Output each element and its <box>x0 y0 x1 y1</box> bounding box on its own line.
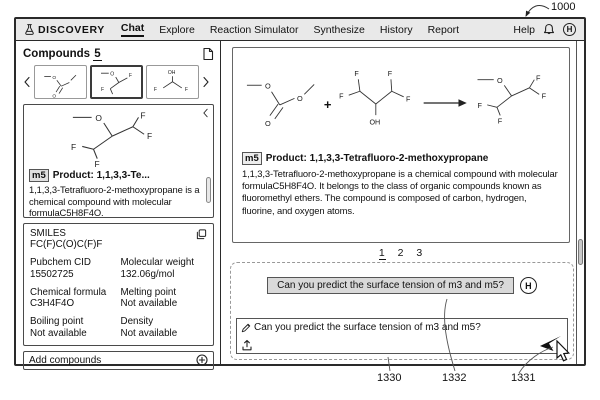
result-description: 1,1,3,3-Tetrafluoro-2-methoxypropane is a chemical compound with molecular formulaC5H8F4O. It belongs to the class of organic compounds known as fluoromethyl ethers. The compound is composed of carbon, hydrogen, fluorine, and oxygen atoms. <box>242 168 558 216</box>
card-collapse-button[interactable] <box>202 108 209 118</box>
svg-text:F: F <box>140 110 146 121</box>
svg-text:O: O <box>496 75 503 85</box>
upload-button[interactable] <box>241 339 253 351</box>
svg-text:F: F <box>184 86 188 93</box>
new-document-icon[interactable] <box>202 47 214 61</box>
send-button[interactable] <box>539 333 563 352</box>
brand-label: DISCOVERY <box>38 23 105 36</box>
app-brand <box>24 23 105 36</box>
svg-text:O: O <box>110 71 115 78</box>
svg-text:F: F <box>101 86 105 93</box>
menu-item-chat[interactable]: Chat <box>121 22 144 37</box>
property-pubchem-cid: Pubchem CID 15502725 <box>30 257 91 280</box>
page-2[interactable]: 2 <box>397 247 405 259</box>
carousel-prev-button[interactable] <box>23 76 31 88</box>
card-scrollbar[interactable] <box>206 177 211 203</box>
pen-icon <box>241 323 251 333</box>
ref-label-message: 1332 <box>442 372 467 384</box>
structure-thumb-2 <box>92 67 141 98</box>
menu-item-help[interactable]: Help <box>513 23 535 36</box>
menubar <box>16 19 584 41</box>
ref-label-send-cursor: 1331 <box>511 372 536 384</box>
structure-reactant-fluoropropanol <box>336 63 420 137</box>
menu-item-reaction-simulator[interactable]: Reaction Simulator <box>209 23 299 36</box>
svg-text:F: F <box>405 95 410 104</box>
selected-compound-card <box>23 104 214 218</box>
structure-selected-compound <box>57 108 175 168</box>
svg-text:OH: OH <box>368 118 380 127</box>
svg-text:O: O <box>95 113 102 124</box>
property-boiling-point: Boiling point Not available <box>30 316 87 339</box>
user-avatar[interactable]: H <box>563 23 576 36</box>
add-compounds-button[interactable] <box>23 351 214 370</box>
structure-reactant-carbonate <box>242 64 320 136</box>
compounds-sidebar <box>16 41 221 364</box>
property-density: Density Not available <box>120 316 178 339</box>
compound-card-title: Product: 1,1,3,3-Te... <box>52 170 150 181</box>
ref-label-window: 1000 <box>551 1 576 13</box>
svg-text:F: F <box>146 130 153 141</box>
reaction-result-panel <box>232 47 570 243</box>
reaction-arrow-icon <box>422 96 468 110</box>
page-1[interactable]: 1 <box>378 247 386 259</box>
svg-text:F: F <box>338 92 344 101</box>
menu-item-explore[interactable]: Explore <box>159 23 195 36</box>
smiles-value: FC(F)C(O)C(F)F <box>30 239 103 250</box>
pagination <box>222 247 580 260</box>
result-badge: m5 <box>242 152 262 165</box>
chevron-left-icon <box>202 108 209 118</box>
compound-properties-card <box>23 223 214 346</box>
chevron-left-icon <box>23 76 31 88</box>
upload-icon <box>241 339 253 351</box>
page-3[interactable]: 3 <box>416 247 424 259</box>
send-arrow-icon <box>539 333 563 352</box>
property-molecular-weight: Molecular weight 132.06g/mol <box>120 257 195 280</box>
user-message-bubble: Can you predict the surface tension of m3 and m5? <box>267 277 514 294</box>
svg-text:O: O <box>264 119 271 129</box>
bell-icon[interactable] <box>543 23 555 36</box>
menu-item-synthesize[interactable]: Synthesize <box>313 23 365 36</box>
svg-text:F: F <box>94 159 100 168</box>
reaction-diagram <box>242 52 560 148</box>
copy-icon-glyph <box>196 229 207 240</box>
chat-input[interactable] <box>236 318 568 354</box>
flask-icon <box>24 23 35 36</box>
compound-card-description: 1,1,3,3-Tetrafluoro-2-methoxypropane is a chemical compound with molecular formulaC5H8F4O. <box>29 184 200 219</box>
main-scrollbar[interactable] <box>576 41 584 364</box>
svg-text:F: F <box>128 72 132 79</box>
add-compounds-label: Add compounds <box>29 354 102 366</box>
svg-text:O: O <box>52 93 57 98</box>
structure-thumb-1 <box>36 67 85 98</box>
chevron-right-icon <box>202 76 210 88</box>
menu-item-history[interactable]: History <box>379 23 413 36</box>
chat-panel <box>230 262 574 360</box>
smiles-label: SMILES <box>30 228 66 239</box>
svg-text:F: F <box>387 70 392 79</box>
svg-text:F: F <box>497 116 502 126</box>
compound-thumbnail-1[interactable] <box>34 65 87 99</box>
chat-user-avatar: H <box>520 277 537 294</box>
svg-text:F: F <box>477 101 482 111</box>
svg-text:O: O <box>296 93 303 103</box>
compound-thumbnail-2-selected[interactable] <box>90 65 143 99</box>
compound-badge: m5 <box>29 169 49 182</box>
compounds-count: 5 <box>94 47 101 60</box>
compound-carousel <box>23 65 214 99</box>
property-melting-point: Melting point Not available <box>120 286 178 310</box>
menu-item-report[interactable]: Report <box>427 23 460 36</box>
app-window <box>14 17 586 366</box>
compounds-title: Compounds 5 <box>23 47 101 60</box>
result-title: Product: 1,1,3,3-Tetrafluoro-2-methoxypropane <box>265 153 489 164</box>
ref-label-chat-panel: 1330 <box>377 372 402 384</box>
property-chemical-formula: Chemical formula C3H4F4O <box>30 286 107 310</box>
svg-text:OH: OH <box>167 69 176 76</box>
chat-input-value: Can you predict the surface tension of m3 and m5? <box>254 322 481 333</box>
svg-text:F: F <box>153 86 157 93</box>
svg-text:F: F <box>535 73 541 83</box>
copy-icon[interactable] <box>196 229 207 240</box>
svg-text:F: F <box>541 91 546 101</box>
compound-thumbnail-3[interactable] <box>146 65 199 99</box>
leader-line-1000 <box>526 5 549 16</box>
structure-product <box>471 67 560 133</box>
structure-thumb-3 <box>148 67 197 98</box>
plus-circle-icon <box>196 354 208 366</box>
svg-text:F: F <box>353 70 359 79</box>
plus-operator: + <box>323 96 332 112</box>
carousel-next-button[interactable] <box>202 76 210 88</box>
svg-text:F: F <box>71 142 77 153</box>
svg-text:O: O <box>52 75 57 81</box>
main-content <box>222 41 584 364</box>
svg-text:O: O <box>264 81 271 91</box>
main-scrollbar-thumb[interactable] <box>578 239 583 265</box>
